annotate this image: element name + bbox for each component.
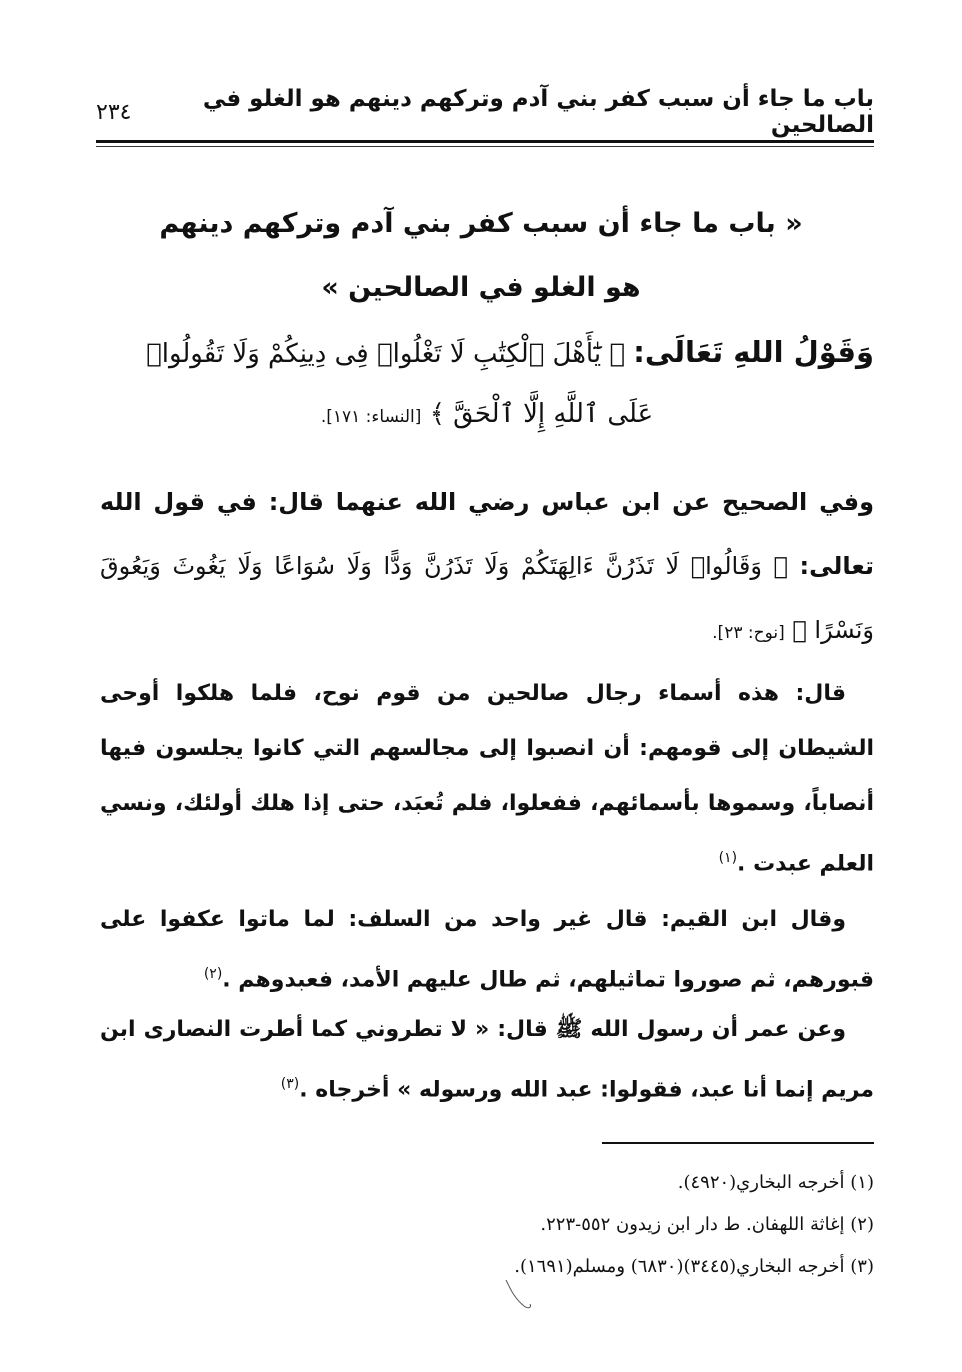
quran-verse-line2-wrap <box>100 384 874 447</box>
footnote-3: (٣) أخرجه البخاري(٣٤٤٥)(٦٨٣٠) ومسلم(١٦٩١). <box>514 1256 874 1277</box>
header-title: باب ما جاء أن سبب كفر بني آدم وتركهم دينهم هو الغلو في الصالحين <box>202 86 874 138</box>
paragraph-ibn-qayyim-text: وقال ابن القيم: قال غير واحد من السلف: لما ماتوا عكفوا على قبورهم، ثم صوروا تماثيلهم، ثم طال عليهم الأمد، فعبدوهم . <box>100 907 874 993</box>
footnote-2: (٢) إغاثة اللهفان. ط دار ابن زيدون ٥٥٢-٢٢٣. <box>540 1214 874 1235</box>
footnote-marker-1[interactable]: (١) <box>718 850 738 866</box>
page-number: ٢٣٤ <box>96 99 132 125</box>
header-rule-thin <box>96 146 874 147</box>
sahih-reference: [نوح: ٢٣]. <box>712 623 785 643</box>
chapter-title <box>120 192 842 320</box>
pen-mark <box>500 1276 540 1316</box>
footnote-marker-3[interactable]: (٣) <box>280 1076 300 1092</box>
footnotes <box>100 1162 874 1288</box>
quran-verse-line2: عَلَى ٱللَّهِ إِلَّا ٱلْحَقَّ ﴾ <box>429 399 654 429</box>
quran-lead: وَقَوْلُ اللهِ تَعَالَى: <box>633 335 874 369</box>
quran-verse-line1: ﴿ يَٰٓأَهْلَ ٱلْكِتَٰبِ لَا تَغْلُوا۟ فِى دِينِكُمْ وَلَا تَقُولُوا۟ <box>146 339 625 369</box>
footnote-marker-2[interactable]: (٢) <box>203 966 223 982</box>
paragraph-qal <box>100 666 874 891</box>
footnote-1: (١) أخرجه البخاري(٤٩٢٠). <box>677 1172 874 1193</box>
paragraph-umar-text: وعن عمر أن رسول الله ﷺ قال: « لا تطروني كما أطرت النصارى ابن مريم إنما أنا عبد، فقولوا: عبد الله ورسوله » أخرجاه . <box>100 1017 874 1103</box>
sahih-verse: ﴿ وَقَالُوا۟ لَا تَذَرُنَّ ءَالِهَتَكُمْ وَلَا تَذَرُنَّ وَدًّا وَلَا سُوَاعًا وَلَا يَغُوثَ وَيَعُوقَ وَنَسْرًا ﴾ <box>100 552 874 644</box>
sahih-paragraph <box>100 470 874 665</box>
paragraph-ibn-qayyim <box>100 892 874 1007</box>
quran-citation <box>100 322 874 447</box>
chapter-title-line1: « باب ما جاء أن سبب كفر بني آدم وتركهم دينهم <box>159 208 803 239</box>
paragraph-qal-text: قال: هذه أسماء رجال صالحين من قوم نوح، فلما هلكوا أوحى الشيطان إلى قومهم: أن انصبوا إلى مجالسهم التي كانوا يجلسون فيها أنصاباً، وسموها بأسمائهم، ففعلوا، فلم تُعبَد، حتى إذا هلك أولئك، ونسي العلم عبدت . <box>100 681 874 877</box>
chapter-title-line2: هو الغلو في الصالحين » <box>321 272 641 303</box>
running-header <box>96 86 874 138</box>
header-rule <box>96 140 874 143</box>
footnote-separator <box>602 1142 874 1144</box>
sahih-lead: وفي الصحيح عن ابن عباس رضي الله عنهما قال: في قول الله تعالى: <box>100 488 874 580</box>
paragraph-umar <box>100 1002 874 1117</box>
quran-reference: [النساء: ١٧١]. <box>320 407 422 427</box>
